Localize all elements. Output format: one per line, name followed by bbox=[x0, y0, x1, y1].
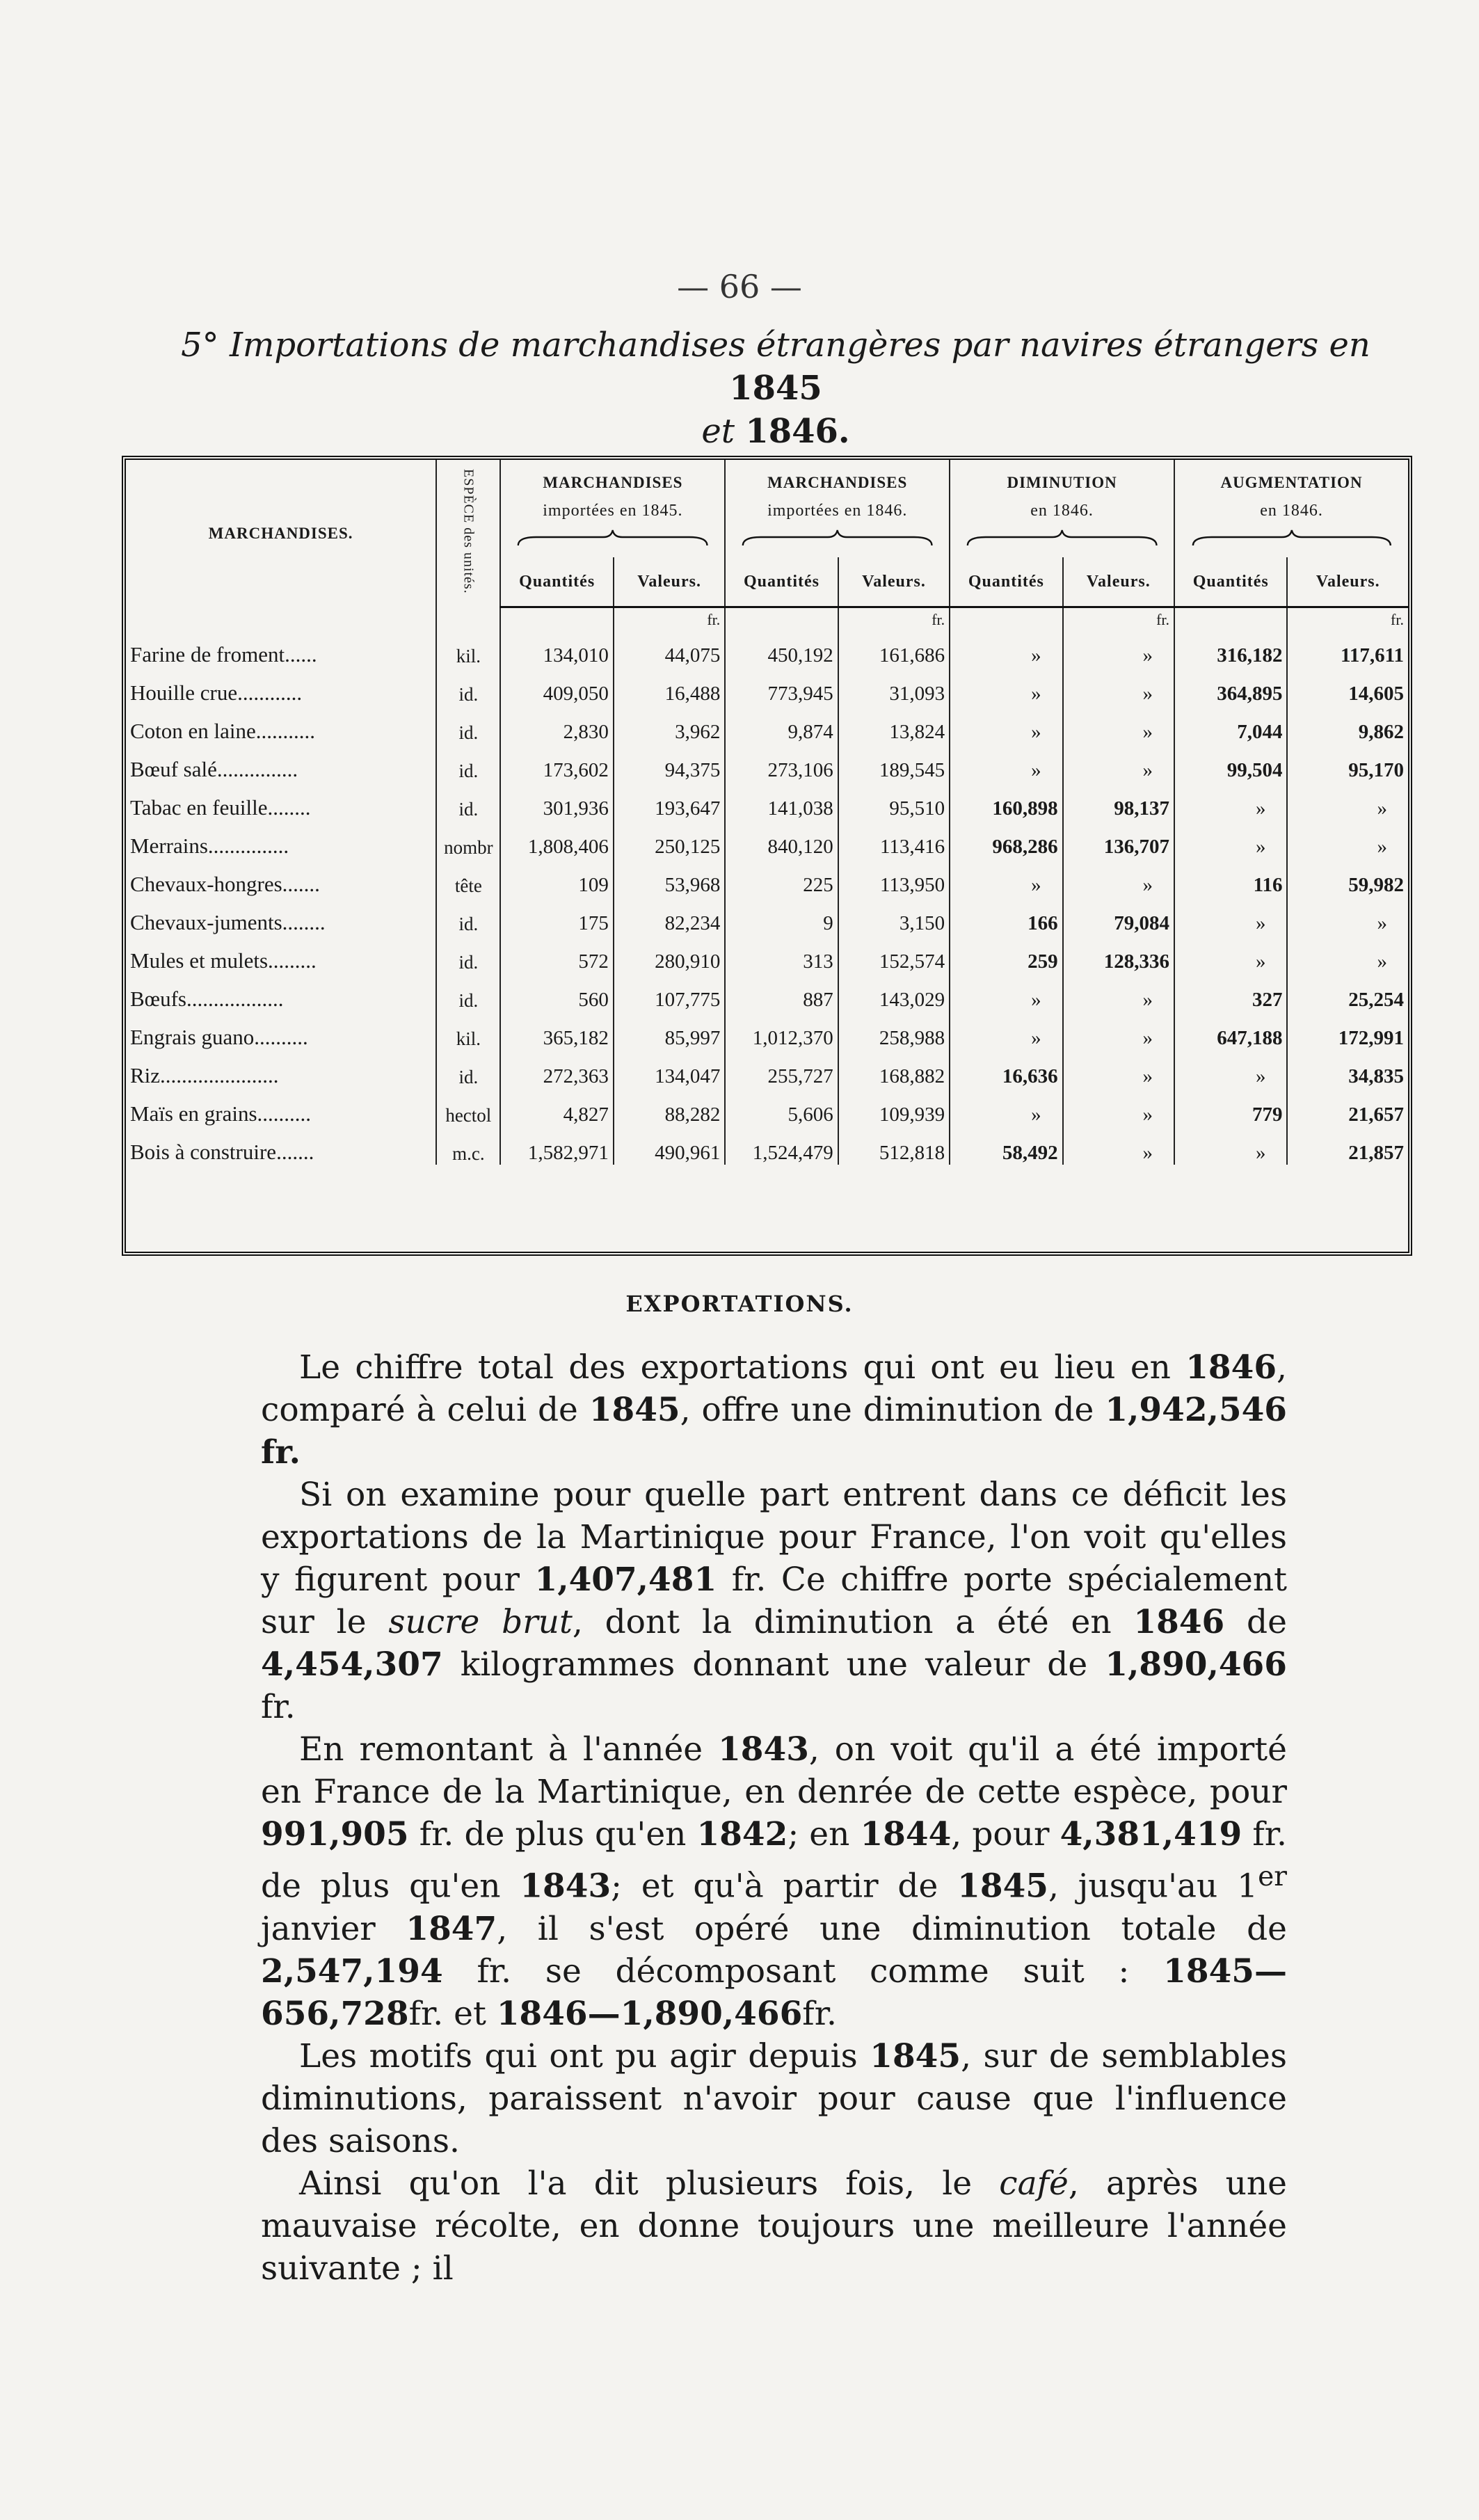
cell-dv: » bbox=[1063, 667, 1174, 705]
cell-av: 95,170 bbox=[1348, 759, 1404, 781]
group-subtitle: importées en 1845. bbox=[543, 501, 683, 520]
cell-q46: 887 bbox=[725, 973, 838, 1012]
text: janvier bbox=[261, 1909, 376, 1948]
cell-av: 21,657 bbox=[1348, 1103, 1404, 1126]
text: , offre une diminution de bbox=[680, 1391, 1094, 1429]
page-number: — 66 — bbox=[677, 268, 802, 305]
number: 1844 bbox=[860, 1815, 952, 1853]
cell-q45: 272,363 bbox=[500, 1050, 613, 1088]
header-group-augmentation bbox=[1174, 460, 1408, 557]
cell-dq: » bbox=[950, 1012, 1062, 1050]
number: 4,454,307 bbox=[261, 1645, 443, 1684]
cell-aq: 7,044 bbox=[1174, 705, 1287, 744]
cell-av: 34,835 bbox=[1348, 1065, 1404, 1087]
cell-q46: 5,606 bbox=[725, 1088, 838, 1126]
cell-aq: » bbox=[1174, 1050, 1287, 1088]
unit-fr: fr. bbox=[838, 607, 950, 630]
cell-aq: 316,182 bbox=[1174, 629, 1287, 667]
cell-dv: 128,336 bbox=[1063, 935, 1174, 973]
cell-av: 172,991 bbox=[1338, 1027, 1404, 1049]
cell-q45: 109 bbox=[500, 859, 613, 897]
cell-dv: » bbox=[1063, 629, 1174, 667]
cell-av: 9,862 bbox=[1358, 721, 1404, 743]
cell-q46: 9 bbox=[725, 897, 838, 935]
cell-v46: 109,939 bbox=[838, 1088, 950, 1126]
cell-v45: 94,375 bbox=[614, 744, 725, 782]
cell-dv: 136,707 bbox=[1063, 820, 1174, 859]
cell-dv: » bbox=[1063, 1050, 1174, 1088]
row-merchandise-name: Merrains............... bbox=[126, 820, 436, 859]
table-row bbox=[126, 744, 1408, 782]
row-unit: id. bbox=[436, 973, 500, 1012]
cell-av: » bbox=[1377, 912, 1387, 934]
title-year-1: 1845 bbox=[729, 369, 822, 408]
cell-dq: 160,898 bbox=[950, 782, 1062, 820]
text: , jusqu'au 1 bbox=[1048, 1867, 1258, 1906]
row-merchandise-name: Chevaux-hongres....... bbox=[126, 859, 436, 897]
text: , on voit qu'il a été importé en France de la Martinique, en denrée de cette espèce, pour bbox=[261, 1730, 1287, 1811]
table-row bbox=[126, 1088, 1408, 1126]
cell-q46: 1,012,370 bbox=[725, 1012, 838, 1050]
text: fr. se décomposant comme suit : bbox=[477, 1952, 1130, 1991]
row-unit: id. bbox=[436, 744, 500, 782]
brace-icon bbox=[1192, 529, 1392, 547]
number: 1,890,466 bbox=[1105, 1645, 1287, 1684]
paragraph-5 bbox=[261, 2162, 1287, 2290]
cell-v46: 258,988 bbox=[838, 1012, 950, 1050]
text: , sur de semblables diminutions, paraissent n'avoir pour cause que l'influence des saisons. bbox=[261, 2036, 1287, 2160]
subheader-quantities: Quantités bbox=[725, 557, 838, 607]
cell-q45: 4,827 bbox=[500, 1088, 613, 1126]
cell-v46: 31,093 bbox=[838, 667, 950, 705]
cell-v45: 3,962 bbox=[614, 705, 725, 744]
title-year-2: 1846. bbox=[745, 412, 850, 451]
cell-v45: 85,997 bbox=[614, 1012, 725, 1050]
subheader-values: Valeurs. bbox=[1287, 557, 1408, 607]
cell-v45: 82,234 bbox=[614, 897, 725, 935]
header-merchandise: MARCHANDISES. bbox=[126, 460, 436, 607]
cell-aq: » bbox=[1174, 935, 1287, 973]
cell-v46: 143,029 bbox=[838, 973, 950, 1012]
cell-dq: » bbox=[950, 629, 1062, 667]
cell-aq: 327 bbox=[1174, 973, 1287, 1012]
cell-q45: 409,050 bbox=[500, 667, 613, 705]
cell-av: 25,254 bbox=[1348, 989, 1404, 1011]
cell-av: » bbox=[1377, 950, 1387, 973]
text: fr. bbox=[802, 1994, 837, 2033]
row-merchandise-name: Bois à construire....... bbox=[126, 1126, 436, 1165]
row-merchandise-name: Chevaux-juments........ bbox=[126, 897, 436, 935]
brace-icon bbox=[517, 529, 708, 547]
row-unit: id. bbox=[436, 667, 500, 705]
table-row bbox=[126, 820, 1408, 859]
table-row bbox=[126, 667, 1408, 705]
cell-v46: 189,545 bbox=[838, 744, 950, 782]
cell-v45: 250,125 bbox=[614, 820, 725, 859]
imports-table-frame bbox=[122, 456, 1412, 1256]
unit-fr: fr. bbox=[1063, 607, 1174, 630]
cell-v46: 152,574 bbox=[838, 935, 950, 973]
cell-q45: 134,010 bbox=[500, 629, 613, 667]
cell-dv: » bbox=[1063, 744, 1174, 782]
number: 1842 bbox=[696, 1815, 788, 1853]
cell-dv: » bbox=[1063, 859, 1174, 897]
text: de bbox=[1247, 1603, 1287, 1641]
table-row bbox=[126, 629, 1408, 667]
table-row bbox=[126, 705, 1408, 744]
brace-icon bbox=[966, 529, 1158, 547]
paragraph-4 bbox=[261, 2035, 1287, 2162]
italic-text: café bbox=[999, 2164, 1069, 2203]
cell-v46: 13,824 bbox=[838, 705, 950, 744]
cell-q46: 1,524,479 bbox=[725, 1126, 838, 1165]
text: fr. Ce chiffre porte spécialement sur le bbox=[261, 1561, 1287, 1641]
subheader-quantities: Quantités bbox=[1174, 557, 1287, 607]
cell-dv: » bbox=[1063, 705, 1174, 744]
title-mid: et bbox=[701, 412, 735, 451]
text: fr. de plus qu'en bbox=[419, 1815, 687, 1853]
header-group-1846 bbox=[725, 460, 950, 557]
cell-v45: 88,282 bbox=[614, 1088, 725, 1126]
cell-v45: 53,968 bbox=[614, 859, 725, 897]
text: , pour bbox=[951, 1815, 1050, 1853]
cell-av: 59,982 bbox=[1348, 874, 1404, 896]
number: 4,381,419 bbox=[1060, 1815, 1242, 1853]
table-row bbox=[126, 1126, 1408, 1165]
number: 1845 bbox=[870, 2036, 961, 2075]
text: ; en bbox=[788, 1815, 850, 1853]
number: 2,547,194 bbox=[261, 1952, 443, 1991]
body-text bbox=[261, 1346, 1287, 2290]
cell-v45: 193,647 bbox=[614, 782, 725, 820]
row-merchandise-name: Tabac en feuille........ bbox=[126, 782, 436, 820]
row-unit: id. bbox=[436, 897, 500, 935]
cell-dv: » bbox=[1063, 1088, 1174, 1126]
cell-v46: 3,150 bbox=[838, 897, 950, 935]
number: 1846 bbox=[1185, 1348, 1277, 1387]
cell-q45: 175 bbox=[500, 897, 613, 935]
table-row bbox=[126, 782, 1408, 820]
table-row bbox=[126, 973, 1408, 1012]
row-merchandise-name: Mules et mulets......... bbox=[126, 935, 436, 973]
text: kilogrammes donnant une valeur de bbox=[460, 1645, 1088, 1684]
cell-av: 21,857 bbox=[1348, 1142, 1404, 1164]
row-unit: id. bbox=[436, 782, 500, 820]
cell-dq: » bbox=[950, 973, 1062, 1012]
cell-q45: 572 bbox=[500, 935, 613, 973]
header-unit-text: ESPÈCE des unités. bbox=[461, 468, 477, 594]
row-unit: m.c. bbox=[436, 1126, 500, 1165]
cell-aq: » bbox=[1174, 1126, 1287, 1165]
cell-q45: 560 bbox=[500, 973, 613, 1012]
cell-av: 117,611 bbox=[1340, 644, 1404, 667]
number: 1845 bbox=[957, 1867, 1048, 1906]
cell-av: » bbox=[1377, 797, 1387, 820]
group-title: MARCHANDISES bbox=[767, 473, 908, 491]
cell-aq: 116 bbox=[1174, 859, 1287, 897]
text: Si on examine pour quelle part entrent dans ce déficit les exportations de la Martinique pour France, l'on voit qu'elles y figurent pour bbox=[261, 1476, 1287, 1599]
cell-v46: 113,416 bbox=[838, 820, 950, 859]
row-unit: id. bbox=[436, 935, 500, 973]
cell-dq: 16,636 bbox=[950, 1050, 1062, 1088]
cell-aq: 364,895 bbox=[1174, 667, 1287, 705]
cell-dv: » bbox=[1063, 973, 1174, 1012]
table-body bbox=[126, 607, 1408, 1165]
table-row bbox=[126, 1050, 1408, 1088]
subheader-quantities: Quantités bbox=[950, 557, 1062, 607]
cell-v46: 95,510 bbox=[838, 782, 950, 820]
cell-v45: 44,075 bbox=[614, 629, 725, 667]
cell-aq: 779 bbox=[1174, 1088, 1287, 1126]
text: Le chiffre total des exportations qui ont eu lieu en bbox=[299, 1348, 1171, 1387]
number: 1843 bbox=[520, 1867, 611, 1906]
cell-v45: 134,047 bbox=[614, 1050, 725, 1088]
row-merchandise-name: Houille crue............ bbox=[126, 667, 436, 705]
cell-q46: 255,727 bbox=[725, 1050, 838, 1088]
row-unit: kil. bbox=[436, 629, 500, 667]
cell-q46: 773,945 bbox=[725, 667, 838, 705]
imports-table bbox=[126, 460, 1408, 1165]
cell-av: » bbox=[1377, 836, 1387, 858]
row-unit: id. bbox=[436, 1050, 500, 1088]
unit-fr: fr. bbox=[1391, 611, 1404, 628]
cell-dq: 58,492 bbox=[950, 1126, 1062, 1165]
cell-v45: 280,910 bbox=[614, 935, 725, 973]
cell-dq: 166 bbox=[950, 897, 1062, 935]
superscript: er bbox=[1258, 1861, 1287, 1892]
cell-dv: » bbox=[1063, 1126, 1174, 1165]
group-title: MARCHANDISES bbox=[543, 473, 683, 491]
cell-v46: 168,882 bbox=[838, 1050, 950, 1088]
row-merchandise-name: Coton en laine........... bbox=[126, 705, 436, 744]
group-title: DIMINUTION bbox=[1007, 473, 1117, 491]
number: 1845 bbox=[589, 1391, 680, 1429]
header-unit-type bbox=[436, 460, 500, 607]
row-merchandise-name: Bœuf salé............... bbox=[126, 744, 436, 782]
paragraph-3 bbox=[261, 1728, 1287, 2035]
text: fr. de plus qu'en bbox=[261, 1815, 1287, 1906]
paragraph-2 bbox=[261, 1474, 1287, 1728]
cell-dq: » bbox=[950, 705, 1062, 744]
cell-v46: 161,686 bbox=[838, 629, 950, 667]
cell-dq: 968,286 bbox=[950, 820, 1062, 859]
text: Les motifs qui ont pu agir depuis bbox=[299, 2036, 858, 2075]
cell-dv: 98,137 bbox=[1063, 782, 1174, 820]
group-subtitle: importées en 1846. bbox=[767, 501, 908, 520]
paragraph-1 bbox=[261, 1346, 1287, 1474]
table-row bbox=[126, 935, 1408, 973]
header-group-diminution bbox=[950, 460, 1174, 557]
cell-v46: 512,818 bbox=[838, 1126, 950, 1165]
cell-q45: 2,830 bbox=[500, 705, 613, 744]
cell-aq: » bbox=[1174, 820, 1287, 859]
row-unit: kil. bbox=[436, 1012, 500, 1050]
cell-q45: 1,808,406 bbox=[500, 820, 613, 859]
cell-aq: » bbox=[1174, 782, 1287, 820]
text: Ainsi qu'on l'a dit plusieurs fois, le bbox=[299, 2164, 973, 2203]
subheader-values: Valeurs. bbox=[1063, 557, 1174, 607]
cell-q46: 225 bbox=[725, 859, 838, 897]
number: 1,407,481 bbox=[534, 1561, 717, 1599]
number: 1845—656,728 bbox=[261, 1952, 1287, 2033]
cell-q46: 313 bbox=[725, 935, 838, 973]
cell-v46: 113,950 bbox=[838, 859, 950, 897]
cell-q45: 1,582,971 bbox=[500, 1126, 613, 1165]
cell-dv: » bbox=[1063, 1012, 1174, 1050]
text: En remontant à l'année bbox=[299, 1730, 703, 1769]
unit-row bbox=[126, 607, 1408, 630]
cell-v45: 490,961 bbox=[614, 1126, 725, 1165]
cell-dv: 79,084 bbox=[1063, 897, 1174, 935]
number: 1847 bbox=[406, 1909, 497, 1948]
subheader-values: Valeurs. bbox=[614, 557, 725, 607]
row-merchandise-name: Maïs en grains.......... bbox=[126, 1088, 436, 1126]
cell-q46: 840,120 bbox=[725, 820, 838, 859]
cell-q46: 273,106 bbox=[725, 744, 838, 782]
cell-dq: » bbox=[950, 859, 1062, 897]
cell-q46: 9,874 bbox=[725, 705, 838, 744]
row-unit: id. bbox=[436, 705, 500, 744]
cell-q45: 301,936 bbox=[500, 782, 613, 820]
cell-aq: » bbox=[1174, 897, 1287, 935]
group-title: AUGMENTATION bbox=[1220, 473, 1363, 491]
section-title bbox=[160, 324, 1391, 453]
text: fr. et bbox=[408, 1994, 486, 2033]
text: , après une mauvaise récolte, en donne toujours une meilleure l'année suivante ; il bbox=[261, 2164, 1287, 2288]
cell-q46: 450,192 bbox=[725, 629, 838, 667]
text: ; et qu'à partir de bbox=[611, 1867, 938, 1906]
subheader-values: Valeurs. bbox=[838, 557, 950, 607]
cell-av: 14,605 bbox=[1348, 683, 1404, 705]
text: , dont la diminution a été en bbox=[572, 1603, 1112, 1641]
text: , comparé à celui de bbox=[261, 1348, 1287, 1429]
number: 1846 bbox=[1133, 1603, 1225, 1641]
cell-aq: 647,188 bbox=[1174, 1012, 1287, 1050]
row-unit: hectol bbox=[436, 1088, 500, 1126]
unit-fr: fr. bbox=[614, 607, 725, 630]
row-unit: nombr bbox=[436, 820, 500, 859]
text: fr. bbox=[261, 1688, 296, 1726]
cell-q45: 173,602 bbox=[500, 744, 613, 782]
cell-v45: 107,775 bbox=[614, 973, 725, 1012]
number: 1843 bbox=[718, 1730, 809, 1769]
cell-aq: 99,504 bbox=[1174, 744, 1287, 782]
exports-heading: EXPORTATIONS. bbox=[625, 1291, 854, 1317]
row-merchandise-name: Bœufs.................. bbox=[126, 973, 436, 1012]
italic-text: sucre brut bbox=[388, 1603, 573, 1641]
header-group-1845 bbox=[500, 460, 725, 557]
row-merchandise-name: Engrais guano.......... bbox=[126, 1012, 436, 1050]
number: 1,942,546 fr. bbox=[261, 1391, 1287, 1472]
row-merchandise-name: Farine de froment...... bbox=[126, 629, 436, 667]
table-row bbox=[126, 859, 1408, 897]
text: , il s'est opéré une diminution totale de bbox=[497, 1909, 1287, 1948]
table-row bbox=[126, 897, 1408, 935]
group-subtitle: en 1846. bbox=[1260, 501, 1323, 520]
row-unit: tête bbox=[436, 859, 500, 897]
cell-q45: 365,182 bbox=[500, 1012, 613, 1050]
title-prefix: 5° Importations de marchandises étrangères par navires étrangers en bbox=[181, 326, 1370, 365]
cell-dq: » bbox=[950, 667, 1062, 705]
cell-dq: » bbox=[950, 744, 1062, 782]
cell-dq: » bbox=[950, 1088, 1062, 1126]
brace-icon bbox=[742, 529, 933, 547]
cell-q46: 141,038 bbox=[725, 782, 838, 820]
subheader-quantities: Quantités bbox=[500, 557, 613, 607]
number: 1846—1,890,466 bbox=[496, 1994, 803, 2033]
number: 991,905 bbox=[261, 1815, 409, 1853]
group-subtitle: en 1846. bbox=[1030, 501, 1094, 520]
cell-v45: 16,488 bbox=[614, 667, 725, 705]
table-row bbox=[126, 1012, 1408, 1050]
row-merchandise-name: Riz...................... bbox=[126, 1050, 436, 1088]
cell-dq: 259 bbox=[950, 935, 1062, 973]
